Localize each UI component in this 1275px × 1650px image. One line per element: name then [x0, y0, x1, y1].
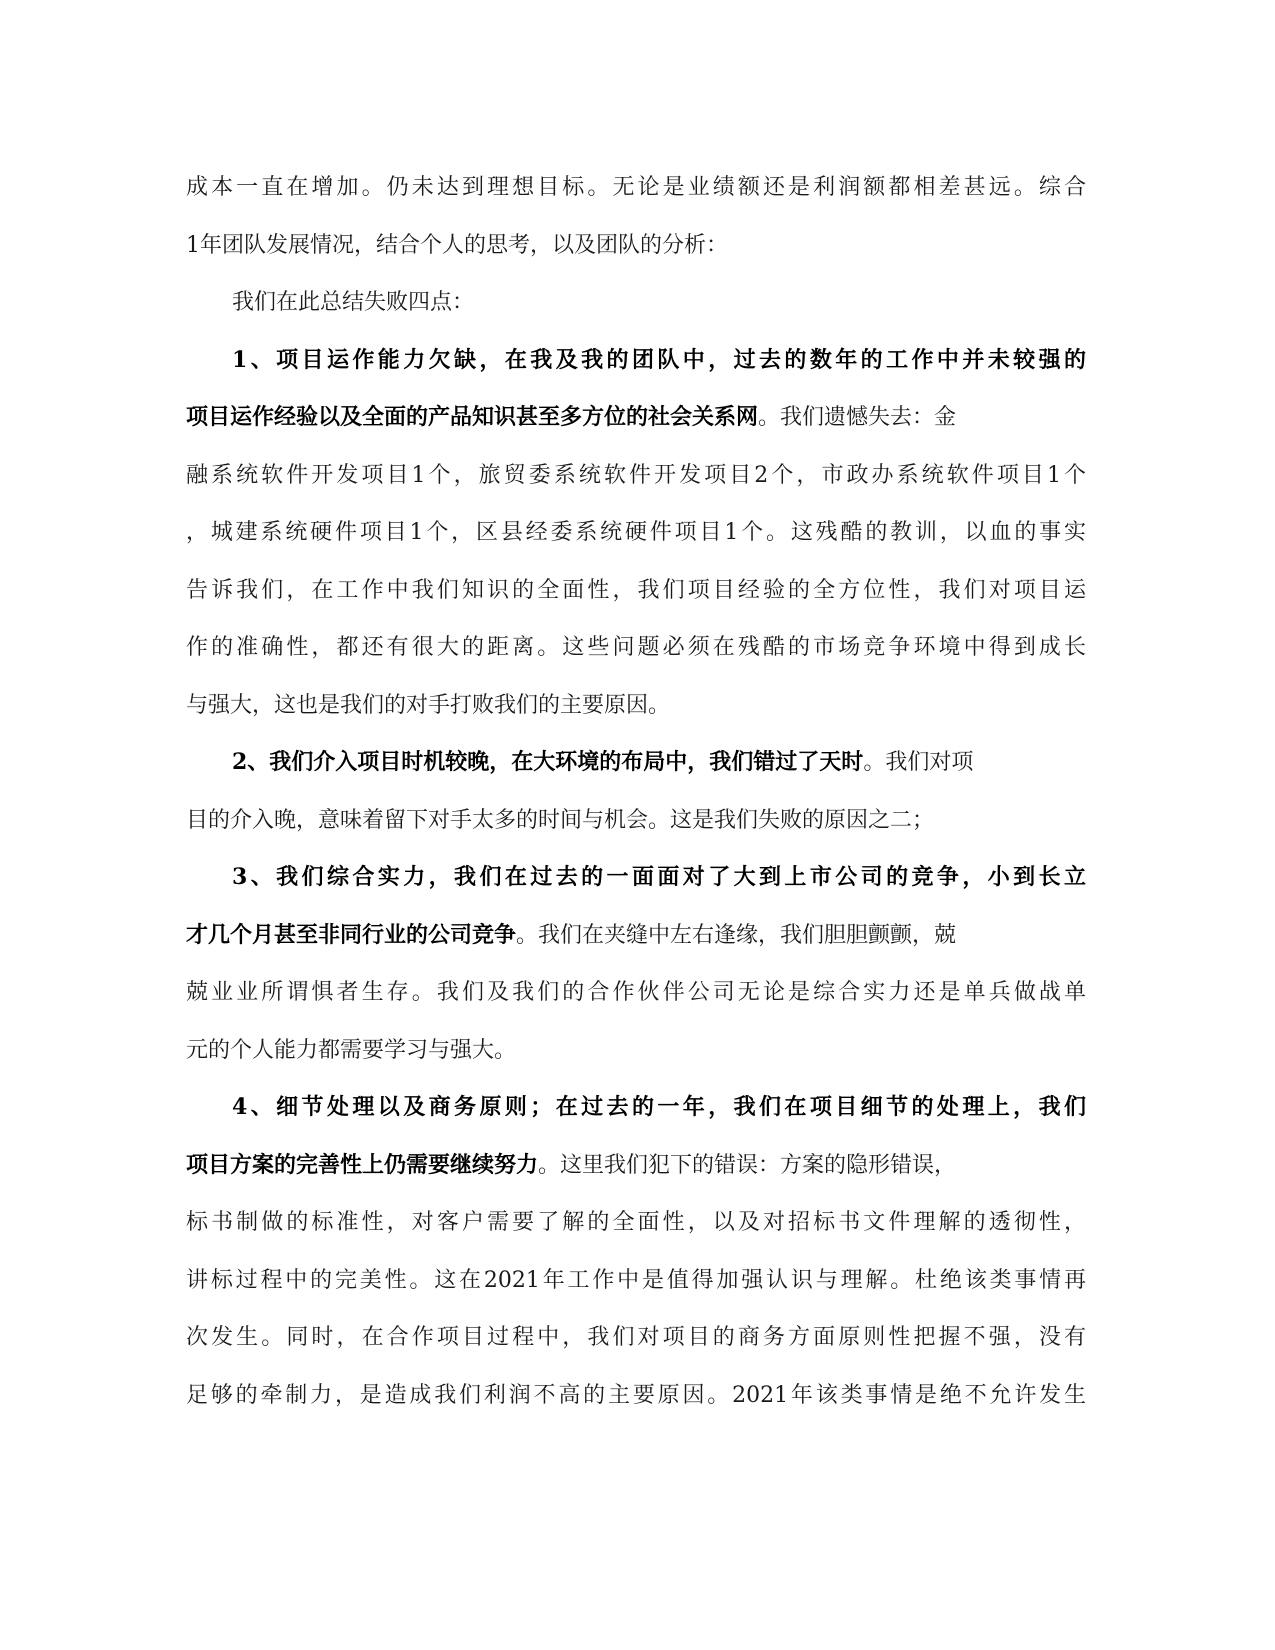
text-line: 标书制做的标准性，对客户需要了解的全面性，以及对招标书文件理解的透彻性， [186, 1210, 1086, 1235]
text-line [186, 849, 1086, 907]
document-page [186, 159, 1086, 1424]
text-line: 与强大，这也是我们的对手打败我们的主要原因。 [186, 692, 671, 718]
text-line: 讲标过程中的完美性。这在2021年工作中是值得加强认识与理解。杜绝该类事情再 [186, 1267, 1086, 1293]
bold-heading-text: 4、细节处理以及商务原则；在过去的一年，我们在项目细节的处理上，我们 [232, 1094, 1086, 1120]
bold-heading-text: 项目运作经验以及全面的产品知识甚至多方位的社会关系网 [186, 404, 759, 430]
text-line [186, 907, 1086, 965]
text-line: 成本一直在增加。仍未达到理想目标。无论是业绩额还是利润额都相差甚远。综合 [186, 175, 1086, 200]
bold-heading-text: 1、项目运作能力欠缺，在我及我的团队中，过去的数年的工作中并未较强的 [232, 346, 1086, 373]
bold-heading-text: 2、我们介入项目时机较晚，在大环境的布局中，我们错过了天时 [232, 749, 864, 775]
text-line: 作的准确性，都还有很大的距离。这些问题必须在残酷的市场竞争环境中得到成长 [186, 635, 1086, 660]
text-line [186, 1079, 1086, 1137]
text-line: 融系统软件开发项目1个，旅贸委系统软件开发项目2个，市政办系统软件项目1个 [186, 462, 1086, 488]
body-text: 。我们遗憾失去：金 [758, 405, 957, 430]
text-line [186, 389, 1086, 447]
text-line: 目的介入晚，意味着留下对手太多的时间与机会。这是我们失败的原因之二； [186, 807, 935, 833]
text-line: 兢业业所谓惧者生存。我们及我们的合作伙伴公司无论是综合实力还是单兵做战单 [186, 980, 1086, 1005]
text-line [186, 734, 1086, 792]
text-line: 元的个人能力都需要学习与强大。 [186, 1037, 517, 1063]
body-text: 。我们对项 [863, 750, 974, 775]
text-line: 足够的牵制力，是造成我们利润不高的主要原因。2021年该类事情是绝不允许发生 [186, 1382, 1086, 1408]
body-text: 。我们在夹缝中左右逢缘，我们胆胆颤颤，兢 [516, 922, 957, 948]
text-line: 次发生。同时，在合作项目过程中，我们对项目的商务方面原则性把握不强，没有 [186, 1325, 1086, 1350]
text-line [186, 1137, 1086, 1195]
bold-heading-text: 3、我们综合实力，我们在过去的一面面对了大到上市公司的竞争，小到长立 [232, 864, 1086, 890]
text-line: ，城建系统硬件项目1个，区县经委系统硬件项目1个。这残酷的教训，以血的事实 [186, 520, 1086, 545]
body-text: 。这里我们犯下的错误：方案的隐形错误， [538, 1152, 957, 1178]
text-line: 告诉我们，在工作中我们知识的全面性，我们项目经验的全方位性，我们对项目运 [186, 577, 1086, 603]
text-line [186, 332, 1086, 390]
bold-heading-text: 才几个月甚至非同行业的公司竞争 [186, 921, 517, 948]
text-line: 我们在此总结失败四点： [232, 290, 475, 315]
bold-heading-text: 项目方案的完善性上仍需要继续努力 [186, 1151, 539, 1178]
text-line: 1年团队发展情况，结合个人的思考，以及团队的分析： [186, 232, 728, 258]
